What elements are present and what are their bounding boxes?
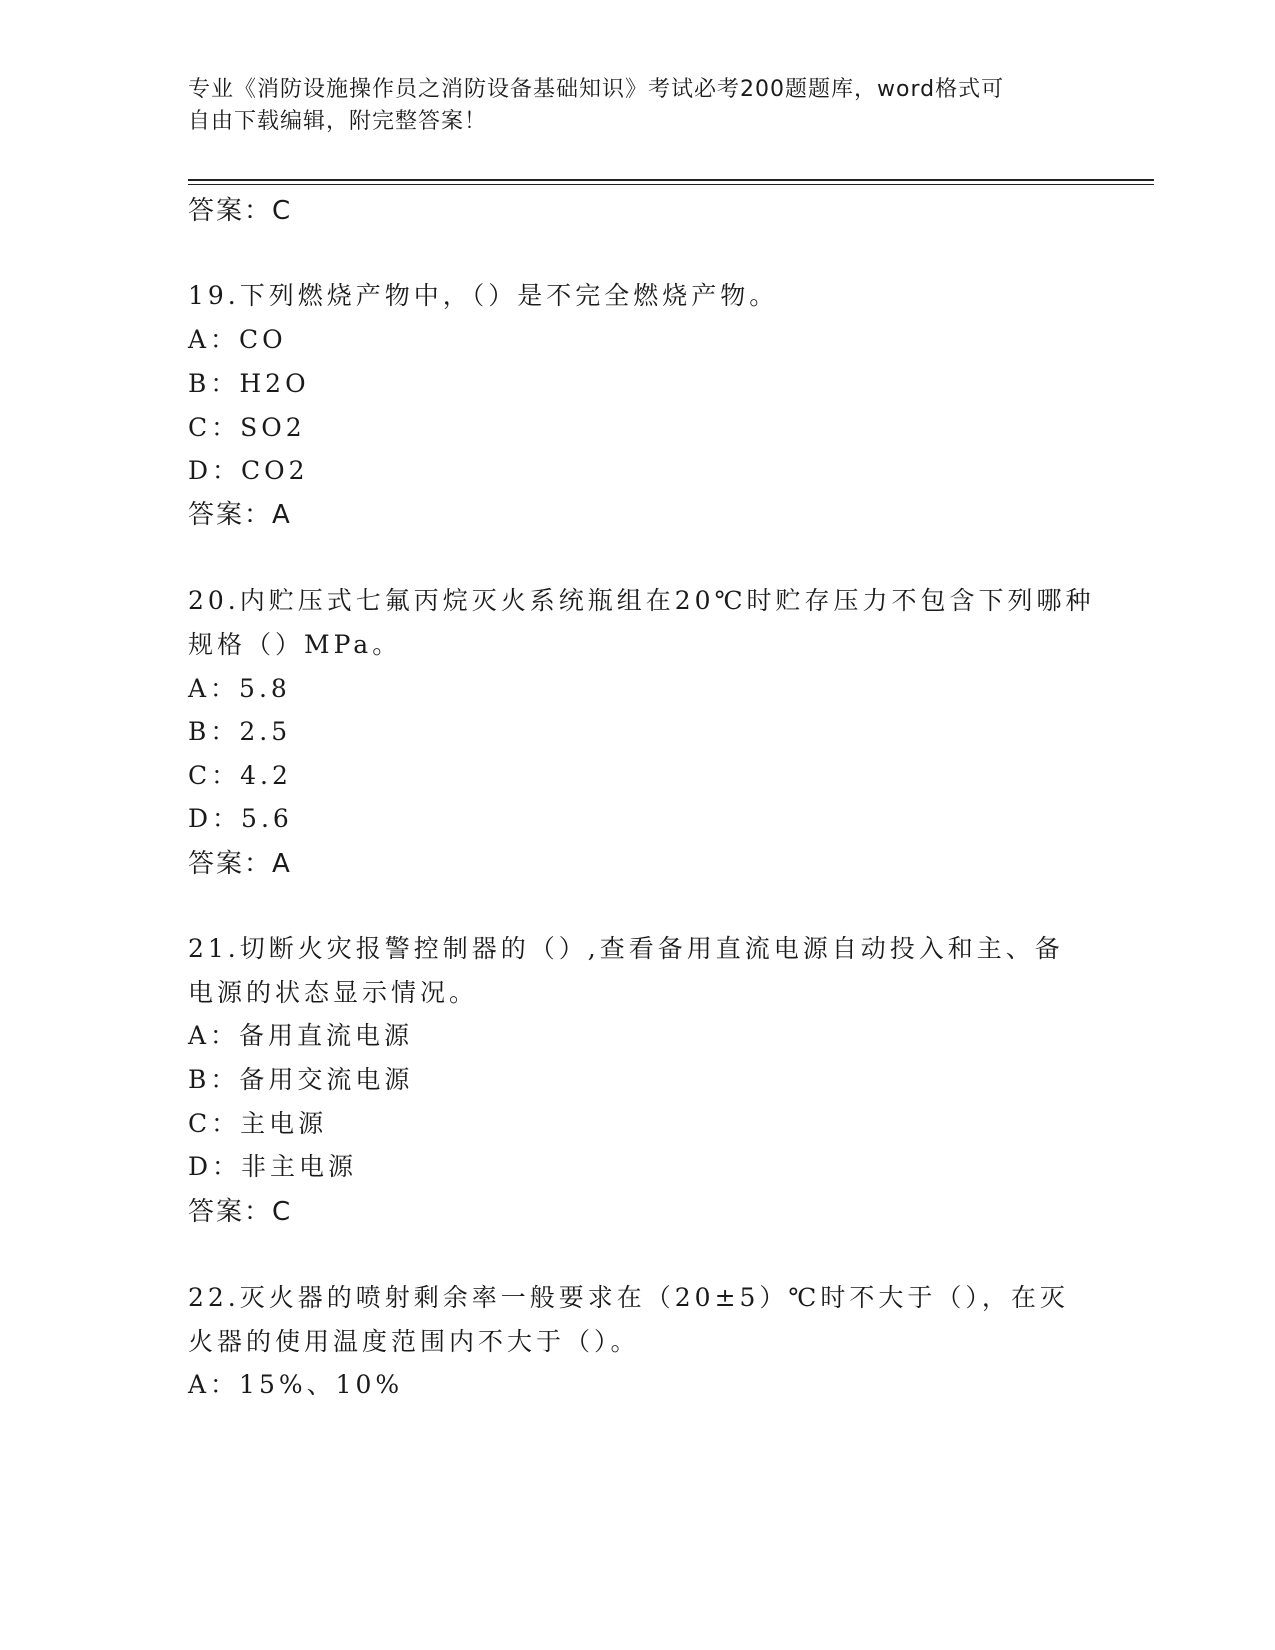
question-20-stem-line-1: 20.内贮压式七氟丙烷灭火系统瓶组在20℃时贮存压力不包含下列哪种 [188,586,1095,615]
question-22-stem-line-1: 22.灭火器的喷射剩余率一般要求在（20±5）℃时不大于（），在灭 [188,1283,1069,1312]
question-19-option-c: C：SO2 [188,413,306,442]
question-20-option-d: D：5.6 [188,804,293,833]
question-22-option-a: A：15%、10% [188,1370,404,1399]
answer-prev: 答案：C [188,196,293,226]
question-22-stem-line-2: 火器的使用温度范围内不大于（）。 [188,1327,640,1356]
question-19-option-a: A：CO [188,325,287,354]
question-21-option-b: B：备用交流电源 [188,1065,414,1094]
question-21-stem-line-1: 21.切断火灾报警控制器的（）,查看备用直流电源自动投入和主、备 [188,934,1064,963]
question-20-option-c: C：4.2 [188,761,292,790]
question-20-option-b: B：2.5 [188,717,292,746]
question-19-option-d: D：CO2 [188,456,309,485]
question-20-option-a: A：5.8 [188,674,291,703]
header-line-2: 自由下载编辑，附完整答案！ [188,109,488,134]
question-20-answer: 答案：A [188,849,292,879]
question-21-option-d: D：非主电源 [188,1152,358,1181]
question-19-answer: 答案：A [188,500,292,530]
question-21-option-c: C：主电源 [188,1109,328,1138]
document-header [188,74,1088,138]
header-line-1: 专业《消防设施操作员之消防设备基础知识》考试必考200题题库，word格式可 [188,77,1005,102]
question-21-option-a: A：备用直流电源 [188,1021,414,1050]
question-19-option-b: B：H2O [188,369,310,398]
question-21-stem-line-2: 电源的状态显示情况。 [188,978,479,1007]
question-20-stem-line-2: 规格（）MPa。 [188,630,402,659]
question-21-answer: 答案：C [188,1197,293,1227]
header-divider-top [188,179,1154,181]
question-19-stem: 19.下列燃烧产物中，（）是不完全燃烧产物。 [188,281,779,310]
header-divider-bottom [188,184,1154,185]
